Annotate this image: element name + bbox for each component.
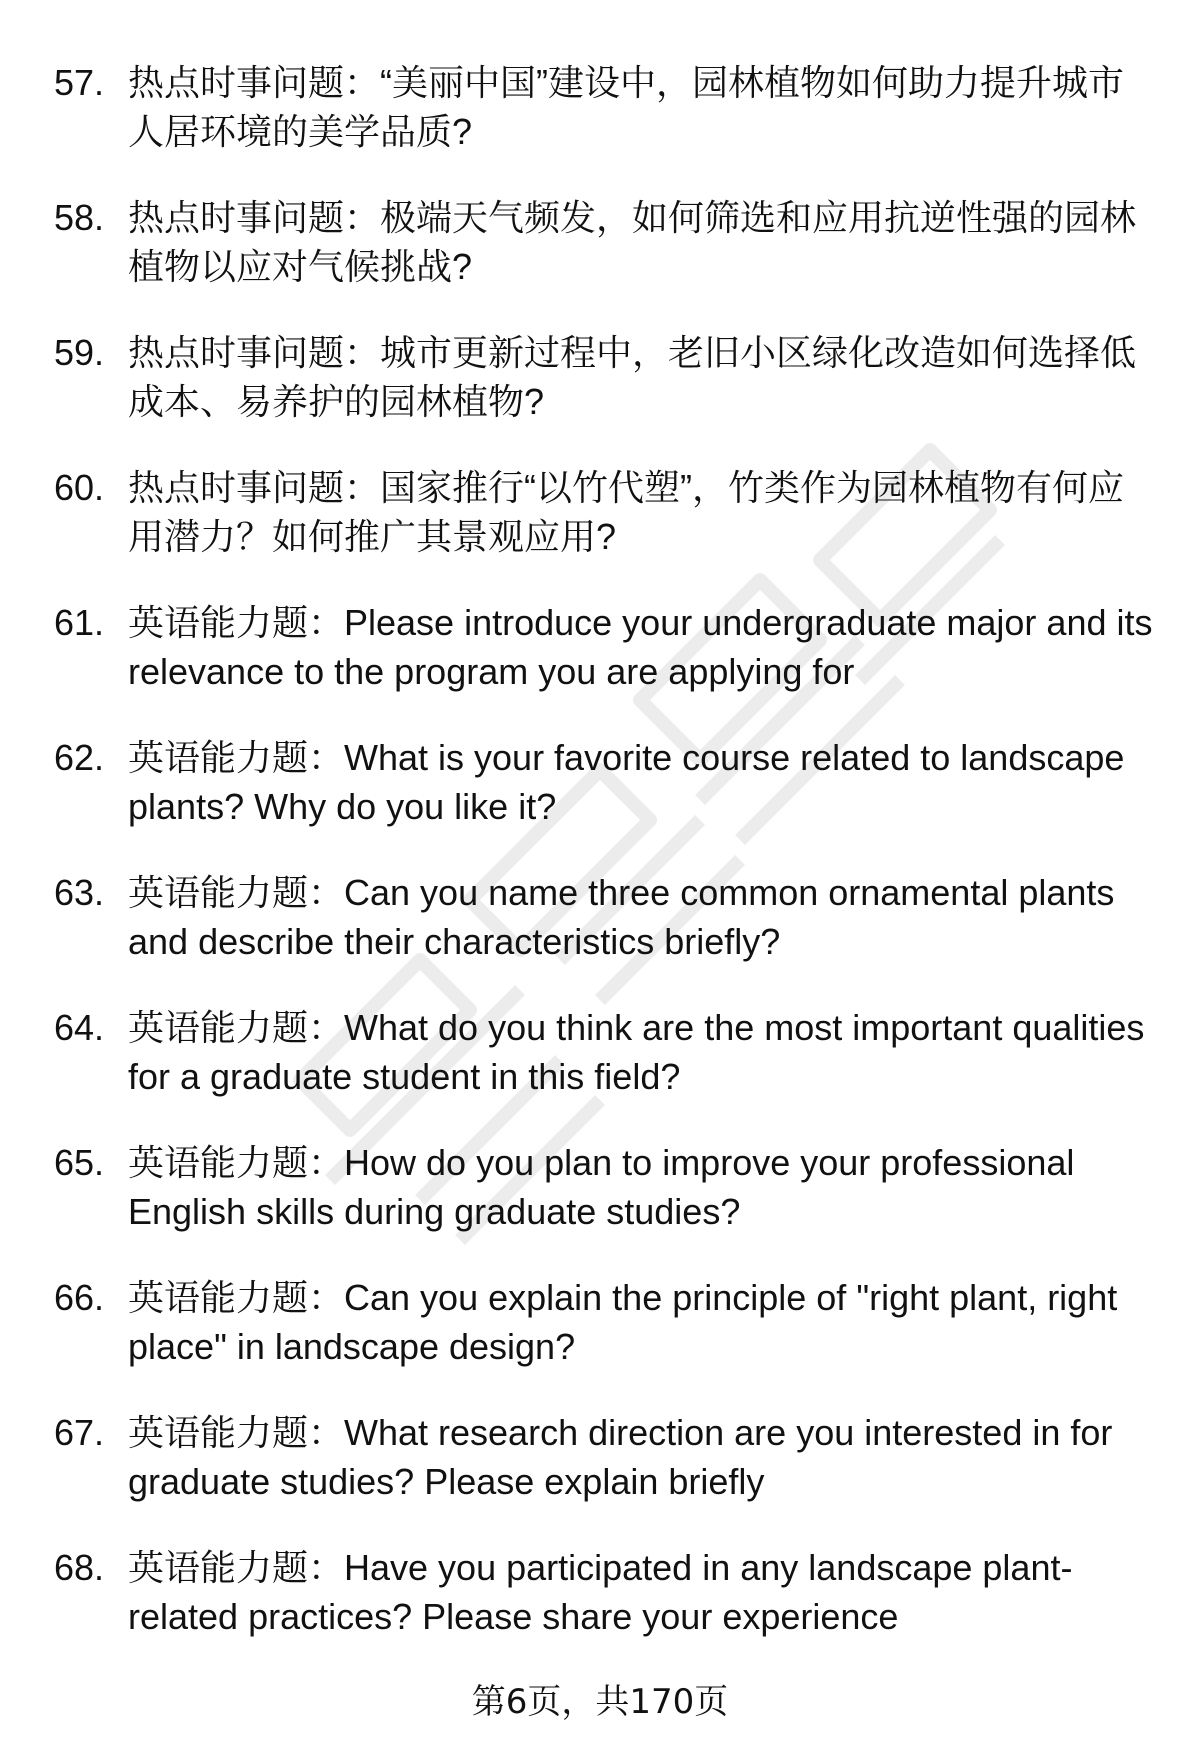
question-item xyxy=(54,598,1154,696)
question-item xyxy=(54,58,1154,156)
question-number: 68. xyxy=(54,1547,105,1588)
question-text: 英语能力题：What do you think are the most important qualities for a graduate student in this field? xyxy=(128,1007,1145,1097)
question-number: 64. xyxy=(54,1007,105,1048)
question-item xyxy=(54,1273,1154,1371)
question-item xyxy=(54,733,1154,831)
question-number: 66. xyxy=(54,1277,105,1318)
question-text: 热点时事问题：国家推行“以竹代塑”，竹类作为园林植物有何应用潜力？如何推广其景观应用? xyxy=(128,467,1124,557)
question-item xyxy=(54,193,1154,291)
question-text: 热点时事问题：城市更新过程中，老旧小区绿化改造如何选择低成本、易养护的园林植物? xyxy=(128,332,1137,422)
question-item xyxy=(54,328,1154,426)
question-text: 英语能力题：Have you participated in any landscape plant-related practices? Please share your experience xyxy=(128,1547,1073,1637)
question-text: 热点时事问题：极端天气频发，如何筛选和应用抗逆性强的园林植物以应对气候挑战? xyxy=(128,197,1137,287)
question-number: 65. xyxy=(54,1142,105,1183)
question-item xyxy=(54,463,1154,561)
question-item xyxy=(54,1408,1154,1506)
question-number: 61. xyxy=(54,602,105,643)
question-number: 57. xyxy=(54,62,105,103)
question-item xyxy=(54,1543,1154,1641)
question-text: 英语能力题：Please introduce your undergraduate major and its relevance to the program you are applying for xyxy=(128,602,1153,692)
question-text: 英语能力题：Can you explain the principle of "right plant, right place" in landscape design? xyxy=(128,1277,1118,1367)
question-number: 63. xyxy=(54,872,105,913)
question-number: 62. xyxy=(54,737,105,778)
question-text: 英语能力题：What is your favorite course related to landscape plants? Why do you like it? xyxy=(128,737,1125,827)
page-footer: 第6页，共170页 xyxy=(471,1682,729,1722)
question-number: 67. xyxy=(54,1412,105,1453)
question-text: 英语能力题：What research direction are you interested in for graduate studies? Please explain briefly xyxy=(128,1412,1113,1502)
question-text: 英语能力题：How do you plan to improve your professional English skills during graduate studies? xyxy=(128,1142,1075,1232)
question-number: 59. xyxy=(54,332,105,373)
question-text: 英语能力题：Can you name three common ornamental plants and describe their characteristics briefly? xyxy=(128,872,1115,962)
question-item xyxy=(54,1003,1154,1101)
question-number: 58. xyxy=(54,197,105,238)
question-list xyxy=(54,58,1154,1678)
question-text: 热点时事问题：“美丽中国”建设中，园林植物如何助力提升城市人居环境的美学品质? xyxy=(128,62,1124,152)
question-number: 60. xyxy=(54,467,105,508)
question-item xyxy=(54,868,1154,966)
question-item xyxy=(54,1138,1154,1236)
